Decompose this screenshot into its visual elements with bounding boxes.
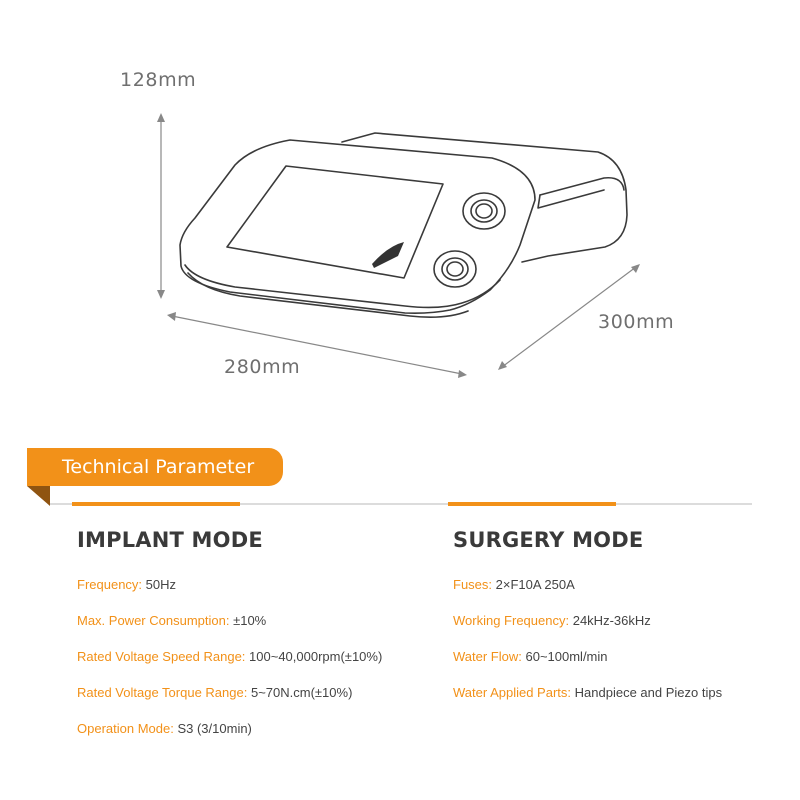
param-row (453, 684, 722, 720)
height-dimension-label: 128mm (120, 69, 197, 91)
param-label: Rated Voltage Torque Range: (77, 685, 248, 700)
param-label: Rated Voltage Speed Range: (77, 649, 246, 664)
depth-dimension-label: 300mm (598, 311, 675, 333)
banner-fold (27, 486, 50, 506)
section-banner (27, 448, 283, 486)
param-label: Fuses: (453, 577, 493, 592)
param-value: 5~70N.cm(±10%) (250, 685, 353, 700)
section-title: Technical Parameter (62, 456, 255, 478)
param-value: 60~100ml/min (525, 649, 608, 664)
surgery-mode-title: SURGERY MODE (453, 528, 644, 552)
param-label: Max. Power Consumption: (77, 613, 230, 628)
param-row (453, 576, 722, 612)
param-row (77, 720, 382, 756)
param-label: Frequency: (77, 577, 143, 592)
surgery-mode-column (453, 528, 722, 720)
param-value: 50Hz (145, 577, 177, 592)
param-label: Working Frequency: (453, 613, 570, 628)
param-row (453, 648, 722, 684)
implant-mode-column (77, 528, 382, 756)
param-label: Water Flow: (453, 649, 522, 664)
param-row (77, 576, 382, 612)
param-value: ±10% (233, 613, 267, 628)
param-row (77, 612, 382, 648)
param-row (77, 648, 382, 684)
param-value: 2×F10A 250A (495, 577, 575, 592)
param-row (77, 684, 382, 720)
param-row (453, 612, 722, 648)
divider-accent-left (72, 502, 240, 506)
param-value: 100~40,000rpm(±10%) (249, 649, 383, 664)
divider-accent-right (448, 502, 616, 506)
param-value: Handpiece and Piezo tips (574, 685, 723, 700)
param-label: Water Applied Parts: (453, 685, 572, 700)
param-value: S3 (3/10min) (177, 721, 252, 736)
implant-mode-title: IMPLANT MODE (77, 528, 263, 552)
param-value: 24kHz-36kHz (572, 613, 651, 628)
width-dimension-label: 280mm (224, 356, 301, 378)
param-label: Operation Mode: (77, 721, 174, 736)
